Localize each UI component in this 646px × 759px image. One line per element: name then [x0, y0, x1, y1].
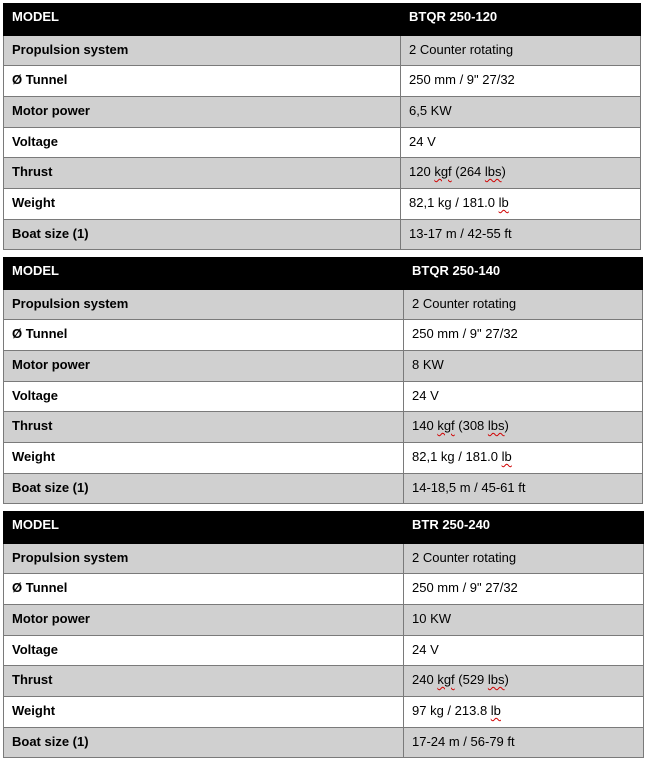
- model-label: MODEL: [4, 258, 404, 290]
- row-value: 250 mm / 9" 27/32: [401, 66, 641, 97]
- value-part: kgf: [434, 164, 452, 179]
- row-value: [404, 697, 644, 728]
- row-value: 24 V: [404, 382, 643, 412]
- value-part: ): [504, 418, 509, 433]
- row-label: Weight: [4, 443, 404, 474]
- row-label: Voltage: [4, 128, 401, 158]
- table-row: [4, 66, 641, 97]
- row-label: Motor power: [4, 97, 401, 128]
- spec-table-3: [3, 511, 644, 758]
- model-label: MODEL: [4, 512, 404, 544]
- table-row: [4, 351, 643, 382]
- table-header-row: [4, 512, 644, 544]
- table-row: [4, 474, 643, 504]
- row-value: [401, 158, 641, 189]
- row-value: 250 mm / 9" 27/32: [404, 320, 643, 351]
- model-value: BTQR 250-140: [404, 258, 643, 290]
- model-value: BTQR 250-120: [401, 4, 641, 36]
- value-part: 140: [412, 418, 438, 433]
- value-part: ): [504, 672, 509, 687]
- model-label: MODEL: [4, 4, 401, 36]
- row-label: Weight: [4, 189, 401, 220]
- value-part: lb: [501, 449, 512, 464]
- row-value: [404, 443, 643, 474]
- table-row: [4, 128, 641, 158]
- row-label: Thrust: [4, 158, 401, 189]
- row-label: Propulsion system: [4, 544, 404, 574]
- row-label: Motor power: [4, 605, 404, 636]
- row-label: Boat size (1): [4, 220, 401, 250]
- row-value: [404, 412, 643, 443]
- table-header-row: [4, 258, 643, 290]
- row-label: Ø Tunnel: [4, 66, 401, 97]
- row-label: Voltage: [4, 382, 404, 412]
- value-part: 82,1 kg / 181.0: [412, 449, 502, 464]
- row-value: 24 V: [401, 128, 641, 158]
- row-label: Weight: [4, 697, 404, 728]
- row-value: [401, 189, 641, 220]
- table-row: [4, 636, 644, 666]
- value-part: kgf: [437, 672, 455, 687]
- table-row: [4, 382, 643, 412]
- model-value: BTR 250-240: [404, 512, 644, 544]
- value-part: 97 kg / 213.8: [412, 703, 491, 718]
- row-label: Boat size (1): [4, 728, 404, 758]
- table-row: [4, 158, 641, 189]
- value-part: lbs: [484, 164, 502, 179]
- value-part: ): [501, 164, 506, 179]
- table-row: [4, 220, 641, 250]
- row-value: 6,5 KW: [401, 97, 641, 128]
- row-label: Thrust: [4, 666, 404, 697]
- value-part: lb: [498, 195, 509, 210]
- table-row: [4, 544, 644, 574]
- row-value: 8 KW: [404, 351, 643, 382]
- table-row: [4, 97, 641, 128]
- row-value: 17-24 m / 56-79 ft: [404, 728, 644, 758]
- table-row: [4, 697, 644, 728]
- value-part: lbs: [487, 418, 505, 433]
- row-label: Voltage: [4, 636, 404, 666]
- value-part: 120: [409, 164, 435, 179]
- table-row: [4, 574, 644, 605]
- row-value: 2 Counter rotating: [401, 36, 641, 66]
- row-value: 13-17 m / 42-55 ft: [401, 220, 641, 250]
- spec-table-2: [3, 257, 643, 504]
- row-label: Motor power: [4, 351, 404, 382]
- row-label: Propulsion system: [4, 290, 404, 320]
- value-part: (264: [451, 164, 485, 179]
- table-row: [4, 36, 641, 66]
- row-label: Ø Tunnel: [4, 574, 404, 605]
- table-row: [4, 320, 643, 351]
- value-part: kgf: [437, 418, 455, 433]
- row-value: [404, 666, 644, 697]
- value-part: 82,1 kg / 181.0: [409, 195, 499, 210]
- table-row: [4, 666, 644, 697]
- row-label: Propulsion system: [4, 36, 401, 66]
- value-part: (308: [454, 418, 488, 433]
- row-value: 14-18,5 m / 45-61 ft: [404, 474, 643, 504]
- row-value: 250 mm / 9" 27/32: [404, 574, 644, 605]
- row-value: 10 KW: [404, 605, 644, 636]
- table-row: [4, 290, 643, 320]
- spec-table-1: [3, 3, 641, 250]
- row-value: 2 Counter rotating: [404, 290, 643, 320]
- row-value: 2 Counter rotating: [404, 544, 644, 574]
- table-header-row: [4, 4, 641, 36]
- value-part: (529: [454, 672, 488, 687]
- row-value: 24 V: [404, 636, 644, 666]
- table-row: [4, 189, 641, 220]
- value-part: lb: [490, 703, 501, 718]
- value-part: 240: [412, 672, 438, 687]
- row-label: Thrust: [4, 412, 404, 443]
- table-row: [4, 443, 643, 474]
- table-row: [4, 605, 644, 636]
- table-row: [4, 728, 644, 758]
- row-label: Ø Tunnel: [4, 320, 404, 351]
- table-row: [4, 412, 643, 443]
- row-label: Boat size (1): [4, 474, 404, 504]
- value-part: lbs: [487, 672, 505, 687]
